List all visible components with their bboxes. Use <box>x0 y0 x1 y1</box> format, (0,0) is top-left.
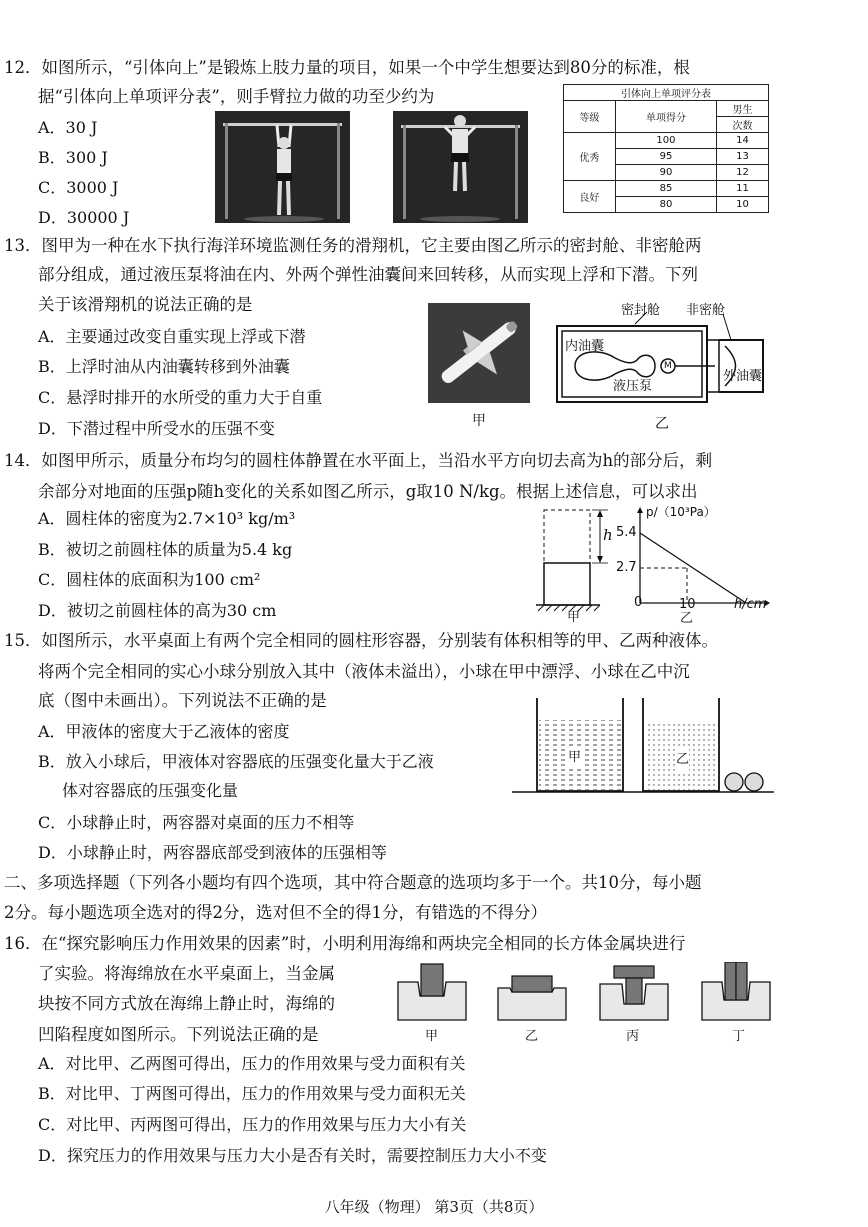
container-label-jia: 甲 <box>568 747 581 769</box>
q14-option-d: D．被切之前圆柱体的高为30 cm <box>38 601 277 620</box>
label-h: h <box>603 526 613 544</box>
label-sealed-cabin: 密封舱 <box>621 303 661 318</box>
sponge-label-jia: 甲 <box>425 1029 439 1044</box>
q13-fig-label-jia: 甲 <box>472 413 486 429</box>
table-header-male: 男生 <box>717 101 769 117</box>
q15-option-b-cont: 体对容器底的压强变化量 <box>62 781 239 800</box>
graph-tick-0: 0 <box>634 595 643 610</box>
table-grade-excellent: 优秀 <box>564 133 616 181</box>
q15-stem-line1: 15．如图所示，水平桌面上有两个完全相同的圆柱形容器，分别装有体积相等的甲、乙两种液体。 <box>4 631 718 650</box>
table-cell: 12 <box>717 165 769 181</box>
q13-option-c: C．悬浮时排开的水所受的重力大于自重 <box>38 388 323 407</box>
glider-photo <box>428 303 530 403</box>
q13-option-d: D．下潜过程中所受水的压强不变 <box>38 419 275 438</box>
table-cell: 95 <box>615 149 716 165</box>
table-header-count: 次数 <box>717 117 769 133</box>
q13-stem-line2: 部分组成，通过液压泵将油在内、外两个弹性油囊间来回转移，从而实现上浮和下潜。下列 <box>38 265 698 284</box>
sponge-figure-bing <box>598 962 670 1024</box>
pullup-photo-hang <box>215 111 350 223</box>
pullup-photo-up <box>393 111 528 223</box>
label-outer-oil-bag: 外油囊 <box>723 369 763 384</box>
page-footer: 八年级（物理） 第3页（共8页） <box>324 1198 544 1216</box>
sponge-label-ding: 丁 <box>732 1029 746 1044</box>
sponge-figure-ding <box>700 962 772 1024</box>
pullup-score-table <box>563 84 769 213</box>
section2-heading-line2: 2分。每小题选项全选对的得2分，选对但不全的得1分，有错选的不得分） <box>4 903 547 922</box>
q12-stem-line1: 12．如图所示，“引体向上”是锻炼上肢力量的项目，如果一个中学生想要达到80分的标准，根 <box>4 58 690 77</box>
q15-option-b: B．放入小球后，甲液体对容器底的压强变化量大于乙液 <box>38 752 434 771</box>
graph-tick-2-7: 2.7 <box>616 560 637 575</box>
q13-option-b: B．上浮时油从内油囊转移到外油囊 <box>38 357 290 376</box>
label-inner-oil-bag: 内油囊 <box>565 339 605 354</box>
q12-option-b: B．300 J <box>38 148 108 167</box>
table-cell: 13 <box>717 149 769 165</box>
q12-stem-line2: 据“引体向上单项评分表”，则手臂拉力做的功至少约为 <box>38 87 435 106</box>
label-unsealed-cabin: 非密舱 <box>686 303 726 318</box>
q15-stem-line2: 将两个完全相同的实心小球分别放入其中（液体未溢出），小球在甲中漂浮、小球在乙中沉 <box>38 662 690 681</box>
table-cell: 100 <box>615 133 716 149</box>
q16-stem-line3: 块按不同方式放在海绵上静止时，海绵的 <box>38 994 335 1013</box>
graph-xlabel: h/cm <box>734 597 767 612</box>
q16-option-b: B．对比甲、丁两图可得出，压力的作用效果与受力面积无关 <box>38 1084 466 1103</box>
q14-option-c: C．圆柱体的底面积为100 cm² <box>38 570 261 589</box>
table-cell: 85 <box>615 181 716 197</box>
label-hydraulic-pump: 液压泵 <box>613 379 653 394</box>
table-title: 引体向上单项评分表 <box>564 85 769 101</box>
q16-stem-line2: 了实验。将海绵放在水平桌面上，当金属 <box>38 964 335 983</box>
q13-stem-line3: 关于该滑翔机的说法正确的是 <box>38 295 253 314</box>
q13-stem-line1: 13．图甲为一种在水下执行海洋环境监测任务的滑翔机，它主要由图乙所示的密封舱、非密舱两 <box>4 236 702 255</box>
q15-option-c: C．小球静止时，两容器对桌面的压力不相等 <box>38 813 355 832</box>
q14-stem-line1: 14．如图甲所示，质量分布均匀的圆柱体静置在水平面上，当沿水平方向切去高为h的部分后，剩 <box>4 451 713 470</box>
two-containers-figure <box>512 698 774 798</box>
graph-tick-5-4: 5.4 <box>616 525 637 540</box>
q16-stem-line1: 16．在“探究影响压力作用效果的因素”时，小明利用海绵和两块完全相同的长方体金属块进行 <box>4 934 686 953</box>
q14-stem-line2: 余部分对地面的压强p随h变化的关系如图乙所示，g取10 N/kg。根据上述信息，可以求出 <box>38 482 698 501</box>
q12-option-c: C．3000 J <box>38 178 119 197</box>
sponge-figure-jia <box>396 962 468 1024</box>
graph-tick-10: 10 <box>679 597 696 612</box>
sponge-label-yi: 乙 <box>525 1029 539 1044</box>
q14-option-b: B．被切之前圆柱体的质量为5.4 kg <box>38 540 293 559</box>
table-cell: 11 <box>717 181 769 197</box>
q14-fig-label-jia: 甲 <box>567 610 581 625</box>
graph-ylabel: p/（10³Pa） <box>646 505 716 519</box>
q13-option-a: A．主要通过改变自重实现上浮或下潜 <box>38 327 306 346</box>
q16-option-d: D．探究压力的作用效果与压力大小是否有关时，需要控制压力大小不变 <box>38 1146 547 1165</box>
table-header-grade: 等级 <box>564 101 616 133</box>
ball-1 <box>725 773 743 791</box>
table-cell: 10 <box>717 197 769 213</box>
q15-stem-line3: 底（图中未画出）。下列说法不正确的是 <box>38 691 327 710</box>
container-label-yi: 乙 <box>676 749 689 771</box>
q14-option-a: A．圆柱体的密度为2.7×10³ kg/m³ <box>38 509 296 528</box>
q16-stem-line4: 凹陷程度如图所示。下列说法正确的是 <box>38 1025 319 1044</box>
table-header-score: 单项得分 <box>615 101 716 133</box>
table-cell: 14 <box>717 133 769 149</box>
table-cell: 90 <box>615 165 716 181</box>
q16-option-c: C．对比甲、丙两图可得出，压力的作用效果与压力大小有关 <box>38 1115 467 1134</box>
table-grade-good: 良好 <box>564 181 616 213</box>
q15-option-d: D．小球静止时，两容器底部受到液体的压强相等 <box>38 843 387 862</box>
ball-2 <box>745 773 763 791</box>
q12-option-d: D．30000 J <box>38 208 130 227</box>
label-motor: M <box>664 361 672 371</box>
q13-fig-label-yi: 乙 <box>655 416 669 432</box>
q15-option-a: A．甲液体的密度大于乙液体的密度 <box>38 722 290 741</box>
q14-fig-label-yi: 乙 <box>680 611 694 626</box>
sponge-label-bing: 丙 <box>626 1029 640 1044</box>
sponge-figure-yi <box>496 962 568 1024</box>
cylinder-figure <box>530 505 610 615</box>
table-cell: 80 <box>615 197 716 213</box>
q12-option-a: A．30 J <box>38 118 98 137</box>
q16-option-a: A．对比甲、乙两图可得出，压力的作用效果与受力面积有关 <box>38 1054 466 1073</box>
section2-heading-line1: 二、多项选择题（下列各小题均有四个选项，其中符合题意的选项均多于一个。共10分，每小题 <box>4 873 702 892</box>
